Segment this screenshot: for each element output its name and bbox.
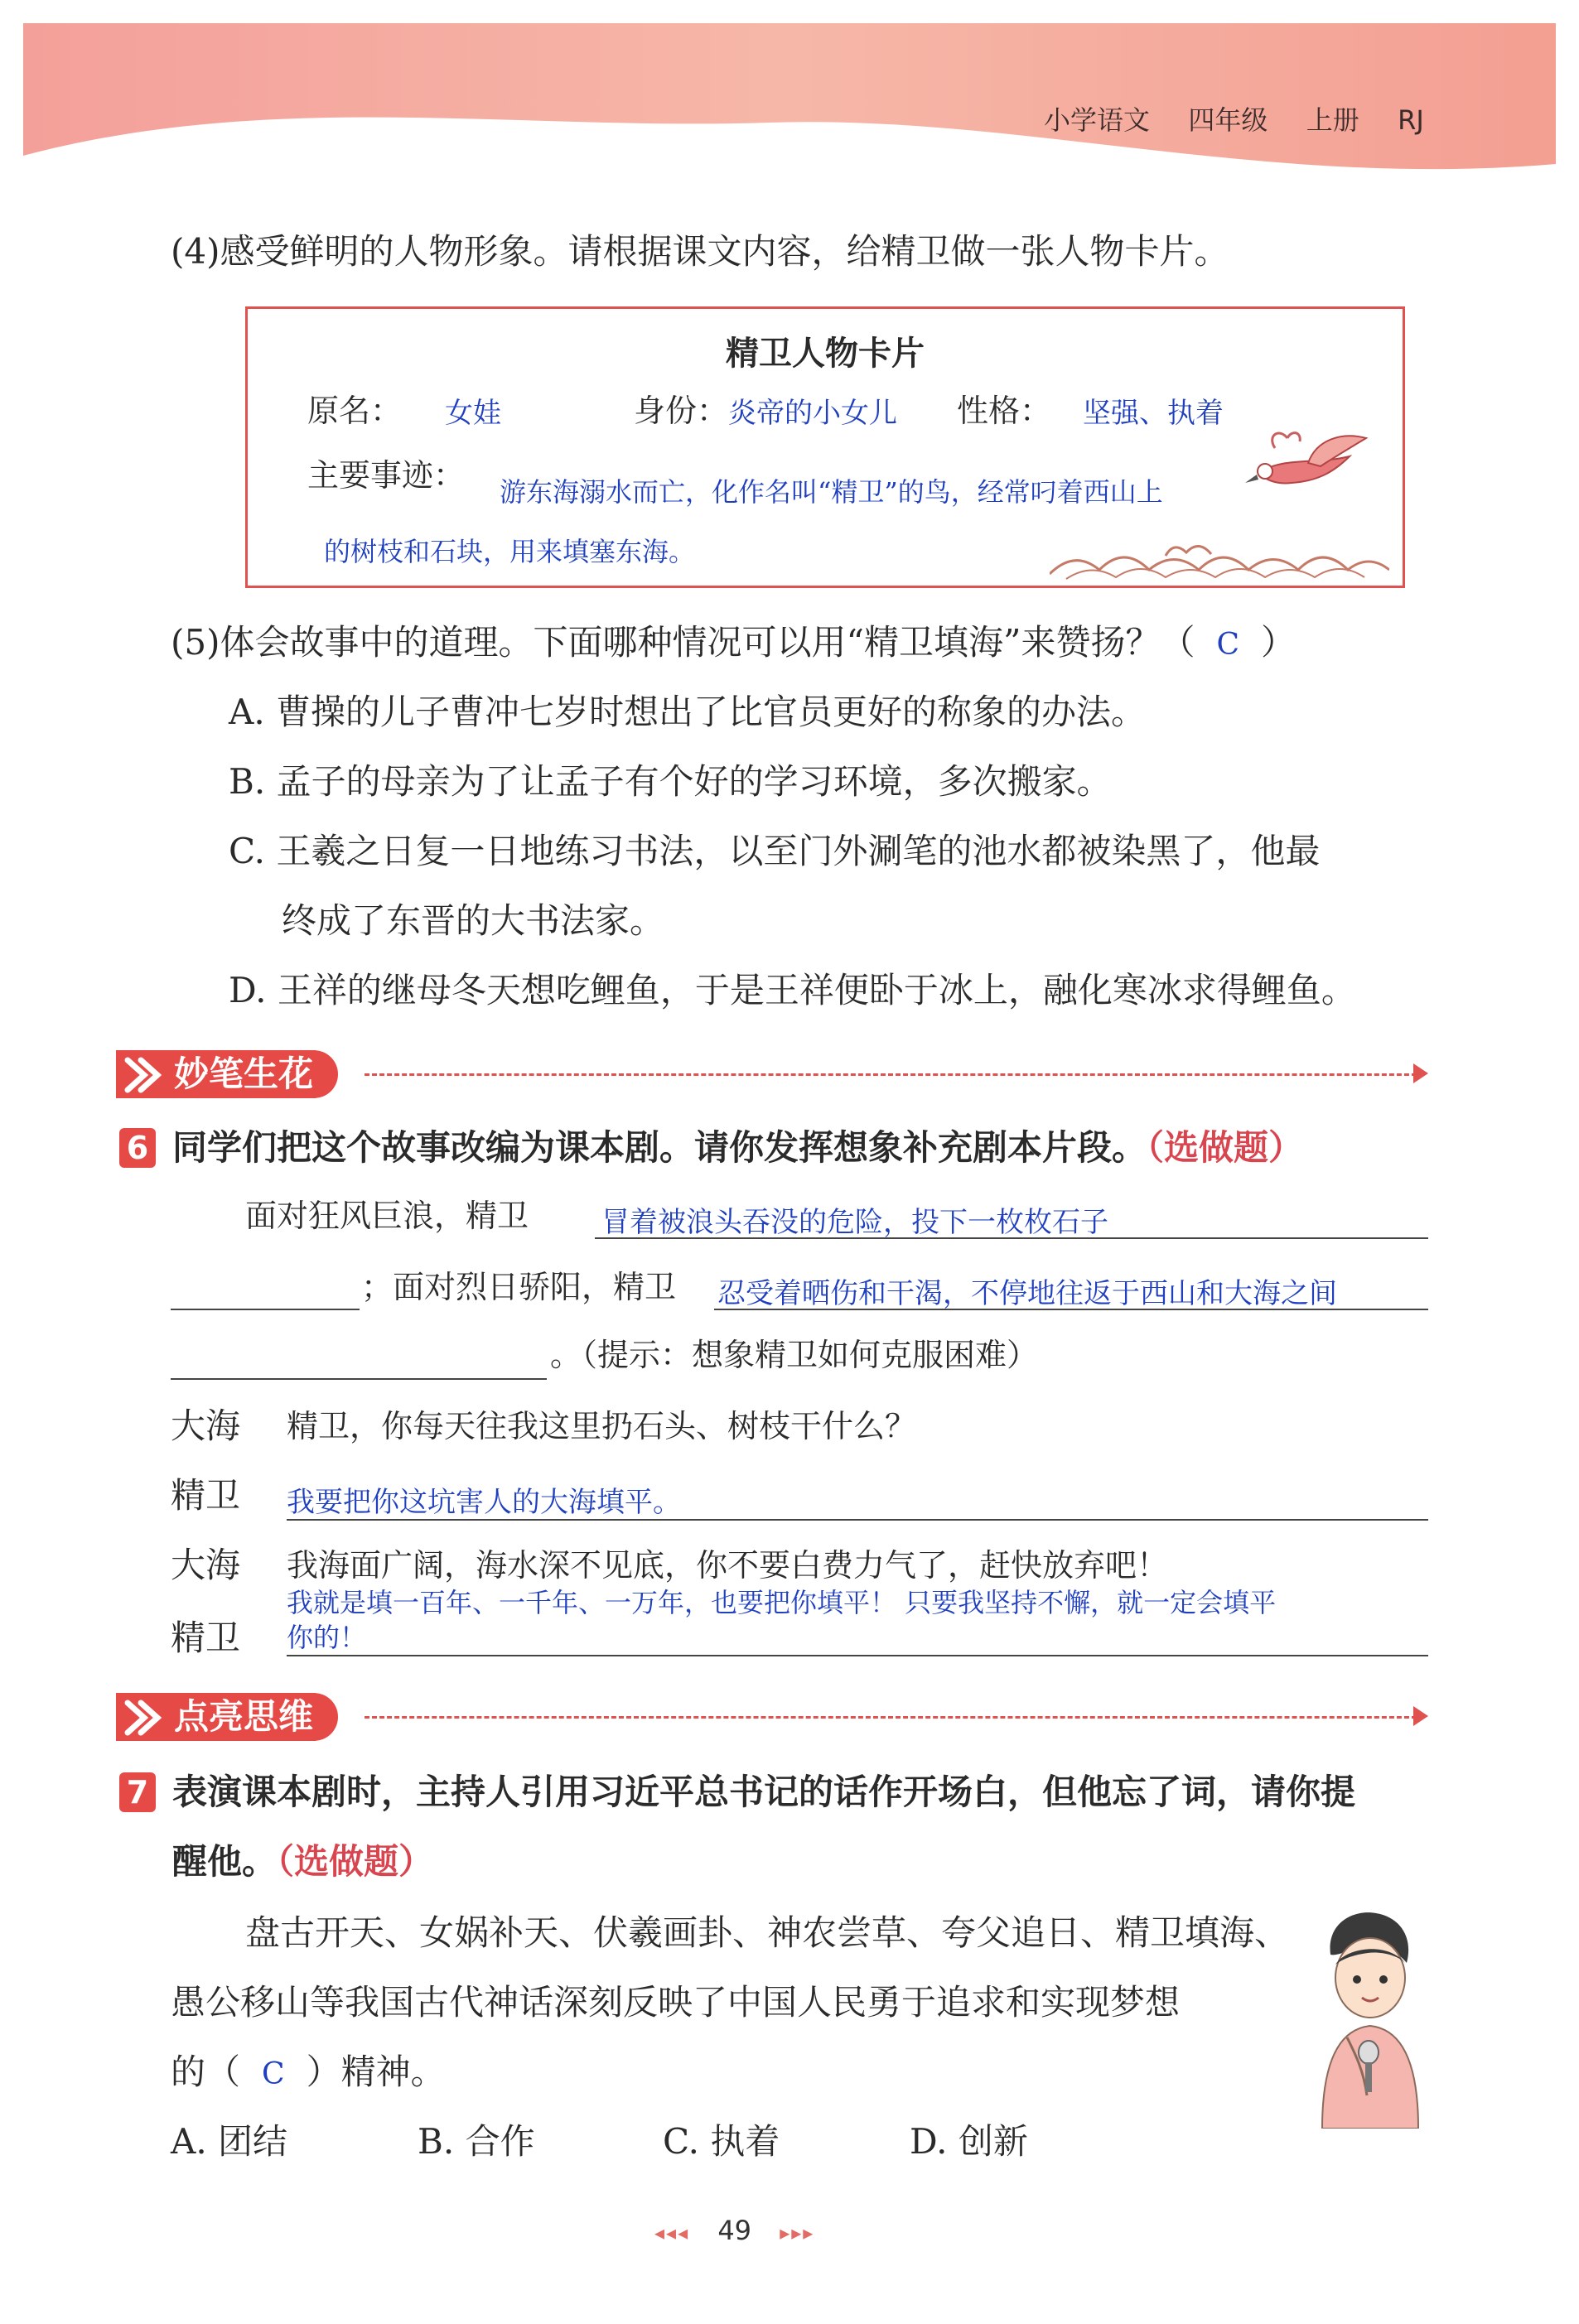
- header-subject: 小学语文: [1044, 104, 1151, 136]
- q5-prompt: [171, 620, 1296, 668]
- dialogue-answer-4-line2: 你的！: [287, 1622, 367, 1653]
- waves-illustration: [1050, 533, 1389, 582]
- section-title-2: 点亮思维: [116, 1693, 338, 1741]
- q7-para-line3: [171, 2049, 446, 2098]
- q6-optional: （选做题）: [1147, 1127, 1304, 1168]
- q6-line3-blank: [171, 1340, 547, 1380]
- section-divider-1: [365, 1073, 1417, 1076]
- q7-prompt-line2-text: 醒他。: [172, 1841, 278, 1882]
- q7-optional: （选做题）: [277, 1841, 434, 1882]
- q7-answer: C: [262, 2057, 285, 2091]
- q5-prompt-text: (5)体会故事中的道理。下面哪种情况可以用“精卫填海”来赞扬？（: [171, 622, 1195, 663]
- arrow-right-icon: [1413, 1063, 1428, 1083]
- q7-number: 7: [119, 1772, 156, 1812]
- q7-para-line3-pre: 的（: [171, 2052, 241, 2092]
- character-card: [245, 306, 1405, 588]
- q5-option-c-cont: 终成了东晋的大书法家。: [282, 900, 665, 941]
- q4-prompt: (4)感受鲜明的人物形象。请根据课文内容，给精卫做一张人物卡片。: [171, 231, 1229, 272]
- dialogue-text-3: 我海面广阔，海水深不见底，你不要白费力气了，赶快放弃吧！: [287, 1547, 1169, 1584]
- q7-para-line1: 盘古开天、女娲补天、伏羲画卦、神农尝草、夸父追日、精卫填海、: [245, 1912, 1290, 1953]
- q6-line1-blank: [595, 1199, 1428, 1239]
- dialogue-speaker-3: 大海: [171, 1545, 241, 1585]
- q7-para-line3-post: ）精神。: [306, 2052, 446, 2092]
- q6-line2-blank-start: [171, 1270, 360, 1310]
- q6-line1-answer: 冒着被浪头吞没的危险，投下一枚枚石子: [601, 1206, 1108, 1239]
- q6-line1-prefix: 面对狂风巨浪，精卫: [245, 1198, 529, 1234]
- q7-option-c: C. 执着: [663, 2121, 780, 2162]
- header-edition: RJ: [1398, 104, 1424, 136]
- arrow-right-icon: [1413, 1706, 1428, 1726]
- dialogue-speaker-2: 精卫: [171, 1475, 241, 1516]
- dialogue-answer-line-4: [287, 1617, 1428, 1656]
- q7-prompt-line2: [172, 1839, 433, 1885]
- page-footer: [654, 2215, 814, 2246]
- dialogue-speaker-1: 大海: [171, 1405, 241, 1446]
- card-character-value: 坚强、执着: [1083, 397, 1224, 430]
- page-number: 49: [717, 2215, 752, 2246]
- header-volume: 上册: [1306, 104, 1359, 136]
- dialogue-answer-4-line1: 我就是填一百年、一千年、一万年，也要把你填平！ 只要我坚持不懈，就一定会填平: [287, 1587, 1277, 1618]
- q5-option-d: D. 王祥的继母冬天想吃鲤鱼，于是王祥便卧于冰上，融化寒冰求得鲤鱼。: [229, 970, 1356, 1010]
- q7-para-line2: 愚公移山等我国古代神话深刻反映了中国人民勇于追求和实现梦想: [171, 1982, 1181, 2023]
- q5-option-c: C. 王羲之日复一日地练习书法，以至门外涮笔的池水都被染黑了，他最: [229, 831, 1321, 871]
- section-divider-2: [365, 1716, 1417, 1719]
- header-info: [1044, 99, 1424, 137]
- card-title: 精卫人物卡片: [726, 335, 925, 373]
- dialogue-answer-line-2: [287, 1479, 1428, 1521]
- q5-option-b: B. 孟子的母亲为了让孟子有个好的学习环境，多次搬家。: [229, 761, 1112, 802]
- q6-line2-mid: ；面对烈日骄阳，精卫: [361, 1269, 677, 1305]
- dialogue-text-2: 我要把你这坑害人的大海填平。: [287, 1486, 681, 1519]
- section-icon-1: [123, 1055, 164, 1093]
- section-title-1: 妙笔生花: [116, 1050, 338, 1098]
- card-character-label: 性格：: [957, 393, 1052, 429]
- q6-line3-hint: 。（提示：想象精卫如何克服困难）: [550, 1337, 1039, 1373]
- prev-arrows-icon: ◂◂◂: [654, 2221, 690, 2244]
- card-name-label: 原名：: [307, 393, 403, 429]
- next-arrows-icon: ▸▸▸: [780, 2221, 815, 2244]
- q6-line2-answer: 忍受着晒伤和干渴，不停地往返于西山和大海之间: [717, 1277, 1337, 1310]
- q7-prompt-line1: 表演课本剧时，主持人引用习近平总书记的话作开场白，但他忘了词，请你提: [172, 1772, 1356, 1812]
- q6-prompt-text: 同学们把这个故事改编为课本剧。请你发挥想象补充剧本片段。: [172, 1127, 1147, 1168]
- boy-illustration: [1297, 1905, 1438, 2129]
- header-grade: 四年级: [1188, 104, 1268, 136]
- q6-prompt: [172, 1125, 1303, 1171]
- dialogue-speaker-4: 精卫: [171, 1618, 241, 1658]
- card-identity-value: 炎帝的小女儿: [728, 397, 897, 430]
- bird-illustration: [1242, 423, 1383, 514]
- q5-prompt-end: ）: [1261, 622, 1297, 663]
- q7-option-d: D. 创新: [910, 2121, 1028, 2162]
- q6-line2-blank: [714, 1270, 1428, 1310]
- q5-option-a: A. 曹操的儿子曹冲七岁时想出了比官员更好的称象的办法。: [229, 692, 1147, 732]
- card-identity-label: 身份：: [634, 393, 729, 429]
- card-deeds-label: 主要事迹：: [307, 457, 466, 494]
- q7-option-b: B. 合作: [418, 2121, 535, 2162]
- card-deeds-line1: 游东海溺水而亡，化作名叫“精卫”的鸟，经常叼着西山上: [500, 476, 1163, 508]
- section-icon-2: [123, 1698, 164, 1736]
- q6-number: 6: [119, 1128, 156, 1168]
- q5-answer: C: [1216, 628, 1239, 662]
- q7-option-a: A. 团结: [171, 2121, 288, 2162]
- card-deeds-line2: 的树枝和石块，用来填塞东海。: [324, 536, 696, 567]
- dialogue-text-1: 精卫，你每天往我这里扔石头、树枝干什么？: [287, 1408, 917, 1444]
- card-name-value: 女娃: [445, 397, 501, 430]
